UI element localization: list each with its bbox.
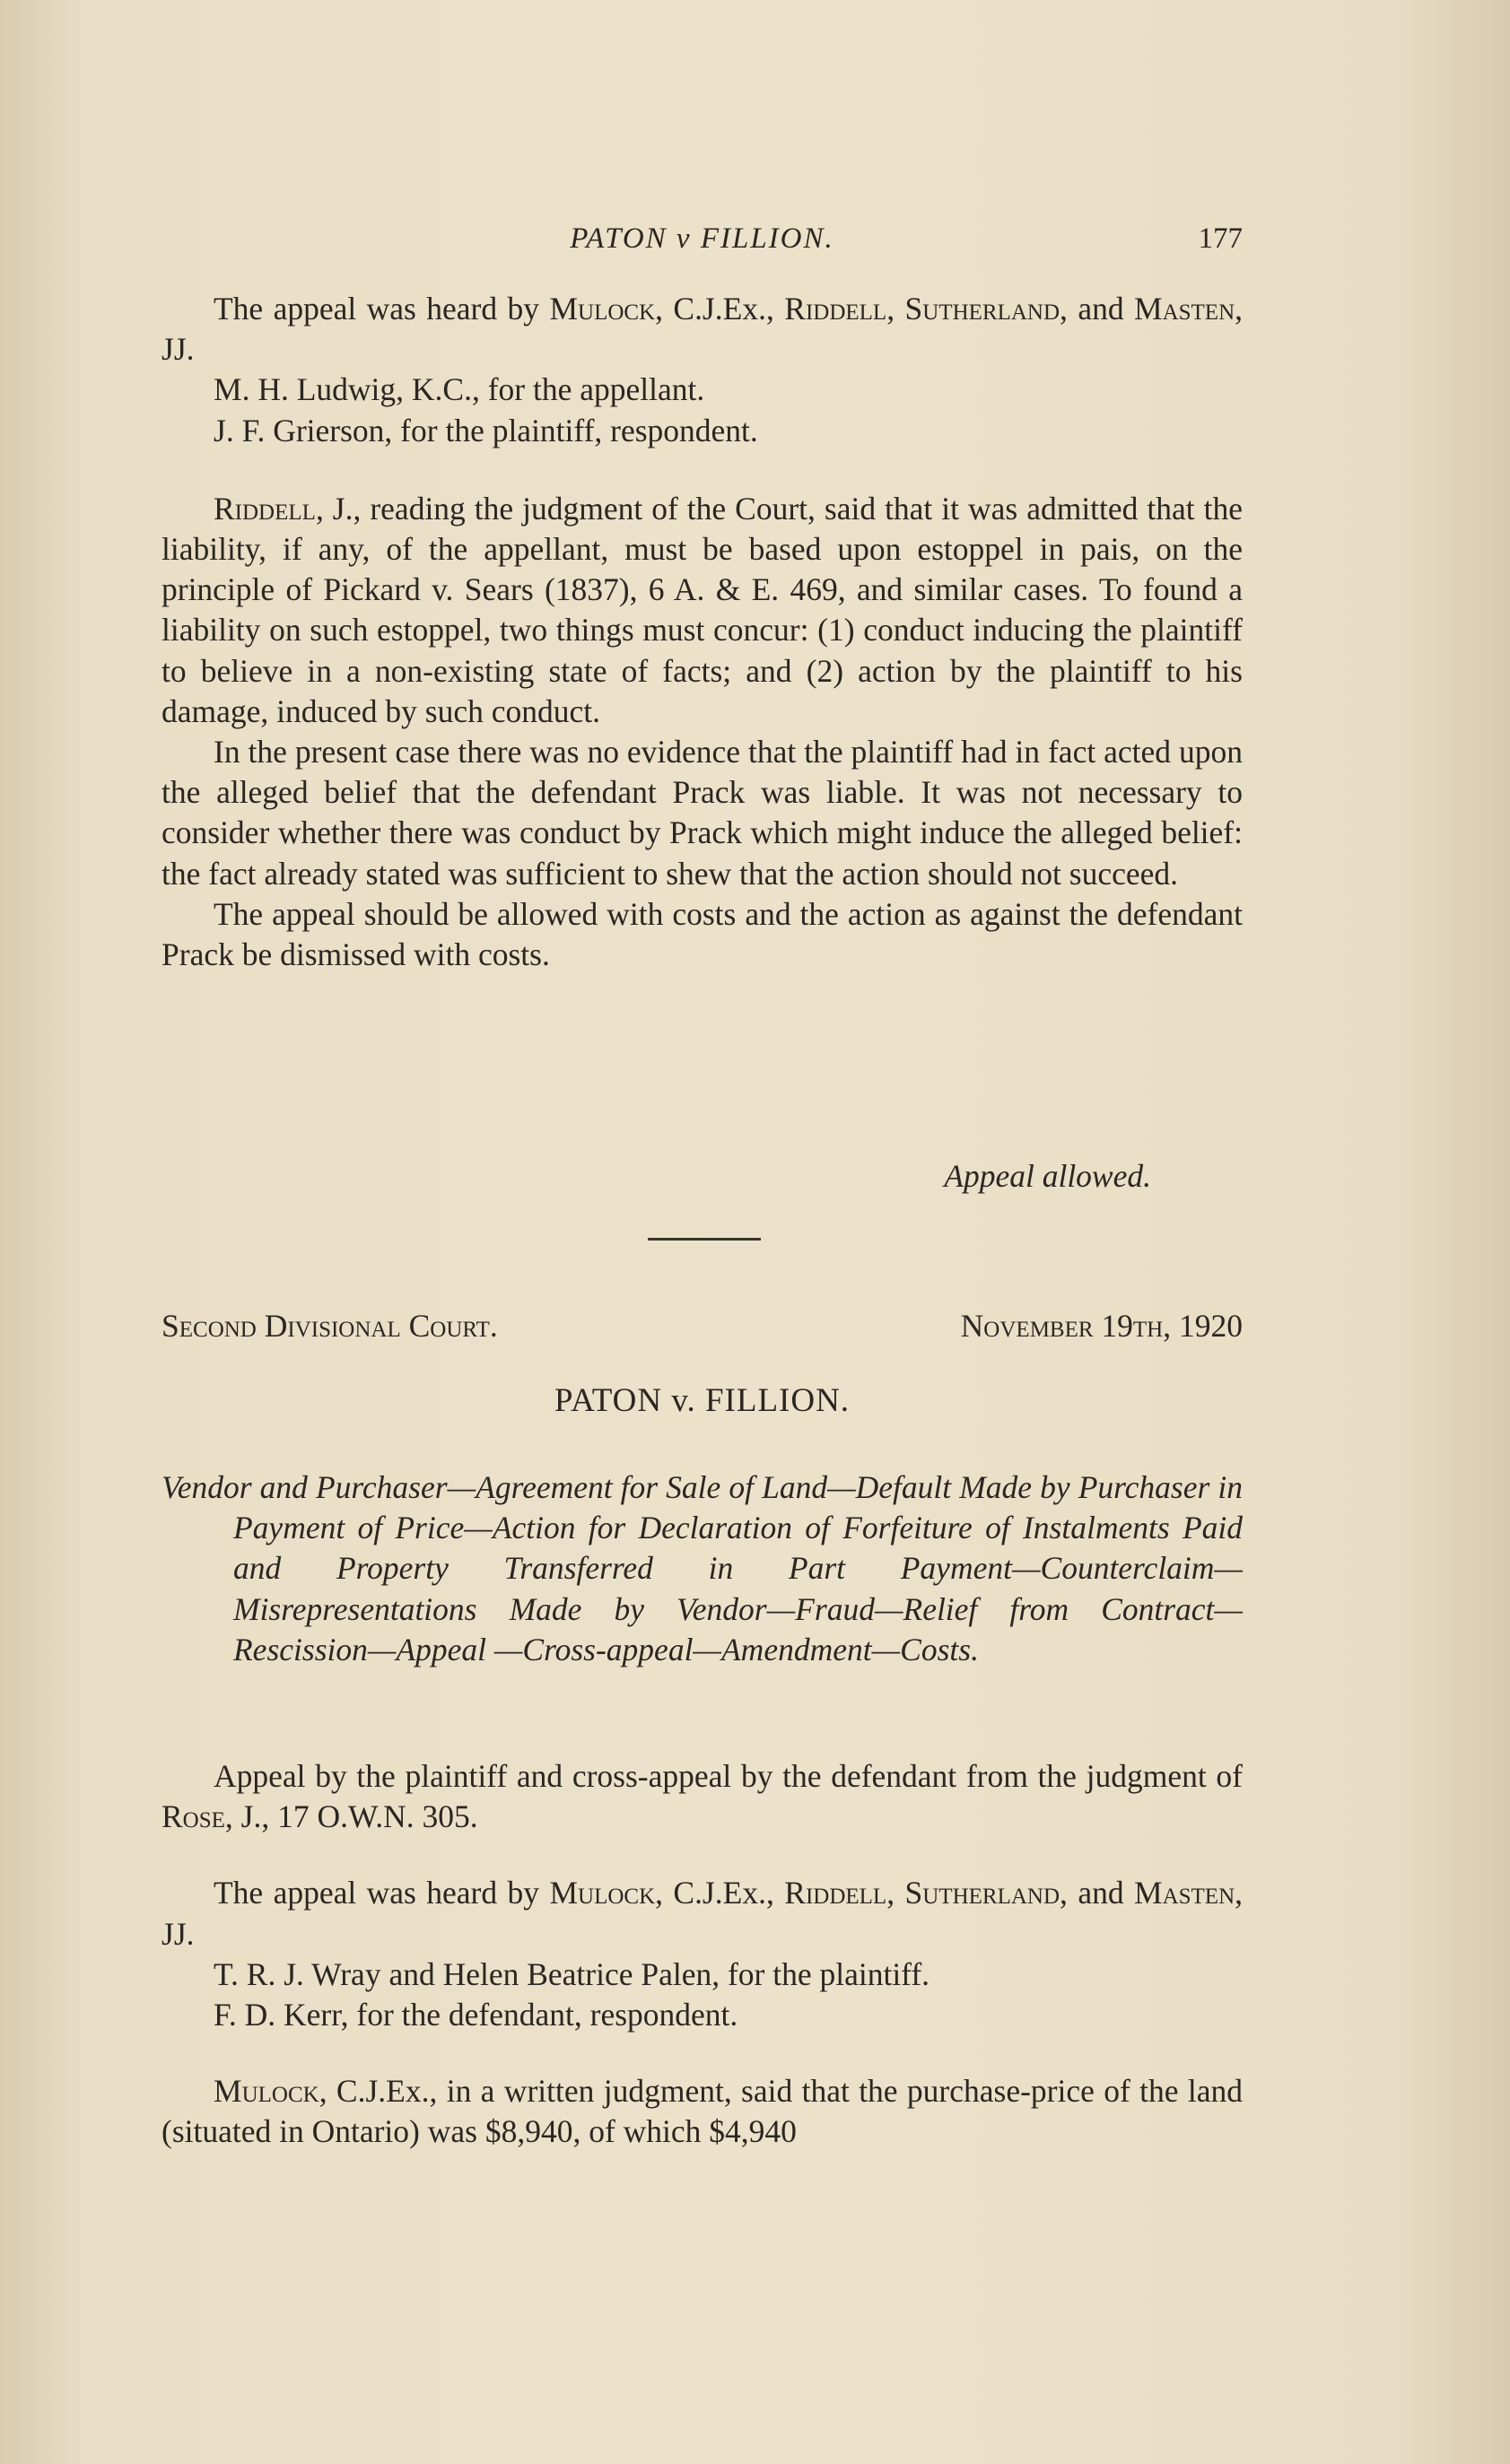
judge-name: Riddell bbox=[214, 490, 316, 527]
second-case-section bbox=[161, 1756, 1243, 2153]
counsel-appellant: M. H. Ludwig, K.C., for the appellant. bbox=[214, 371, 705, 408]
page-number: 177 bbox=[1198, 222, 1243, 255]
counsel-respondent: J. F. Grierson, for the plaintiff, respondent. bbox=[214, 412, 758, 448]
court-line bbox=[161, 1307, 1243, 1347]
judgment-paragraph-4: Mulock, C.J.Ex., in a written judgment, said that the purchase-price of the land (situated in Ontario) was $8,940, of which $4,940 bbox=[161, 2073, 1243, 2150]
running-head-title: PATON v FILLION. bbox=[570, 222, 834, 255]
bench-paragraph: The appeal was heard by Mulock, C.J.Ex., Riddell, Sutherland, and Masten, JJ. bbox=[161, 291, 1243, 368]
judge-name-2: Mulock bbox=[214, 2073, 319, 2110]
appeal-paragraph: Appeal by the plaintiff and cross-appeal by the defendant from the judgment of Rose, J., 17 O.W.N. 305. bbox=[161, 1758, 1243, 1835]
judgment-paragraph-2: In the present case there was no evidence that the plaintiff had in fact acted upon the alleged belief that the defendant Prack was liable. It was not necessary to consider whether there was conduct by Prack which might induce the alleged belief: the fact already stated was sufficient to shew that the action should not succeed. bbox=[161, 734, 1243, 892]
court-name: Second Divisional Court. bbox=[161, 1308, 498, 1344]
counsel-defendant: F. D. Kerr, for the defendant, respondent. bbox=[214, 1997, 738, 2033]
result-appeal-allowed: Appeal allowed. bbox=[944, 1158, 1151, 1194]
counsel-plaintiff: T. R. J. Wray and Helen Beatrice Palen, for the plaintiff. bbox=[214, 1955, 930, 1992]
judgment-paragraph-1: Riddell, J., reading the judgment of the Court, said that it was admitted that the liability, if any, of the appellant, must be based upon estoppel in pais, on the principle of Pickard v. Sears (1837), 6 A. & E. 469, and similar cases. To found a liability on such estoppel, two things must concur: (1) conduct inducing the plaintiff to believe in a non-existing state of facts; and (2) action by the plaintiff to his damage, induced by such conduct. bbox=[161, 490, 1243, 729]
bench-paragraph-2: The appeal was heard by Mulock, C.J.Ex., Riddell, Sutherland, and Masten, JJ. bbox=[161, 1875, 1243, 1952]
running-head bbox=[161, 222, 1243, 260]
headnote: Vendor and Purchaser—Agreement for Sale of Land—Default Made by Purchaser in Payment of Price—Action for Declaration of Forfeiture of Instalments Paid and Property Transferred in Part Payment—Counterclaim—Misrepresentations Made by Vendor—Fraud—Relief from Contract—Rescission—Appeal —Cross-appeal—Amendment—Costs. bbox=[161, 1469, 1243, 1667]
first-case-section bbox=[161, 289, 1243, 975]
court-date: November 19th, 1920 bbox=[960, 1308, 1243, 1344]
judgment-paragraph-3: The appeal should be allowed with costs and the action as against the defendant Prack be dismissed with costs. bbox=[161, 895, 1243, 973]
section-divider bbox=[648, 1238, 761, 1241]
case-title: PATON v. FILLION. bbox=[554, 1382, 851, 1419]
